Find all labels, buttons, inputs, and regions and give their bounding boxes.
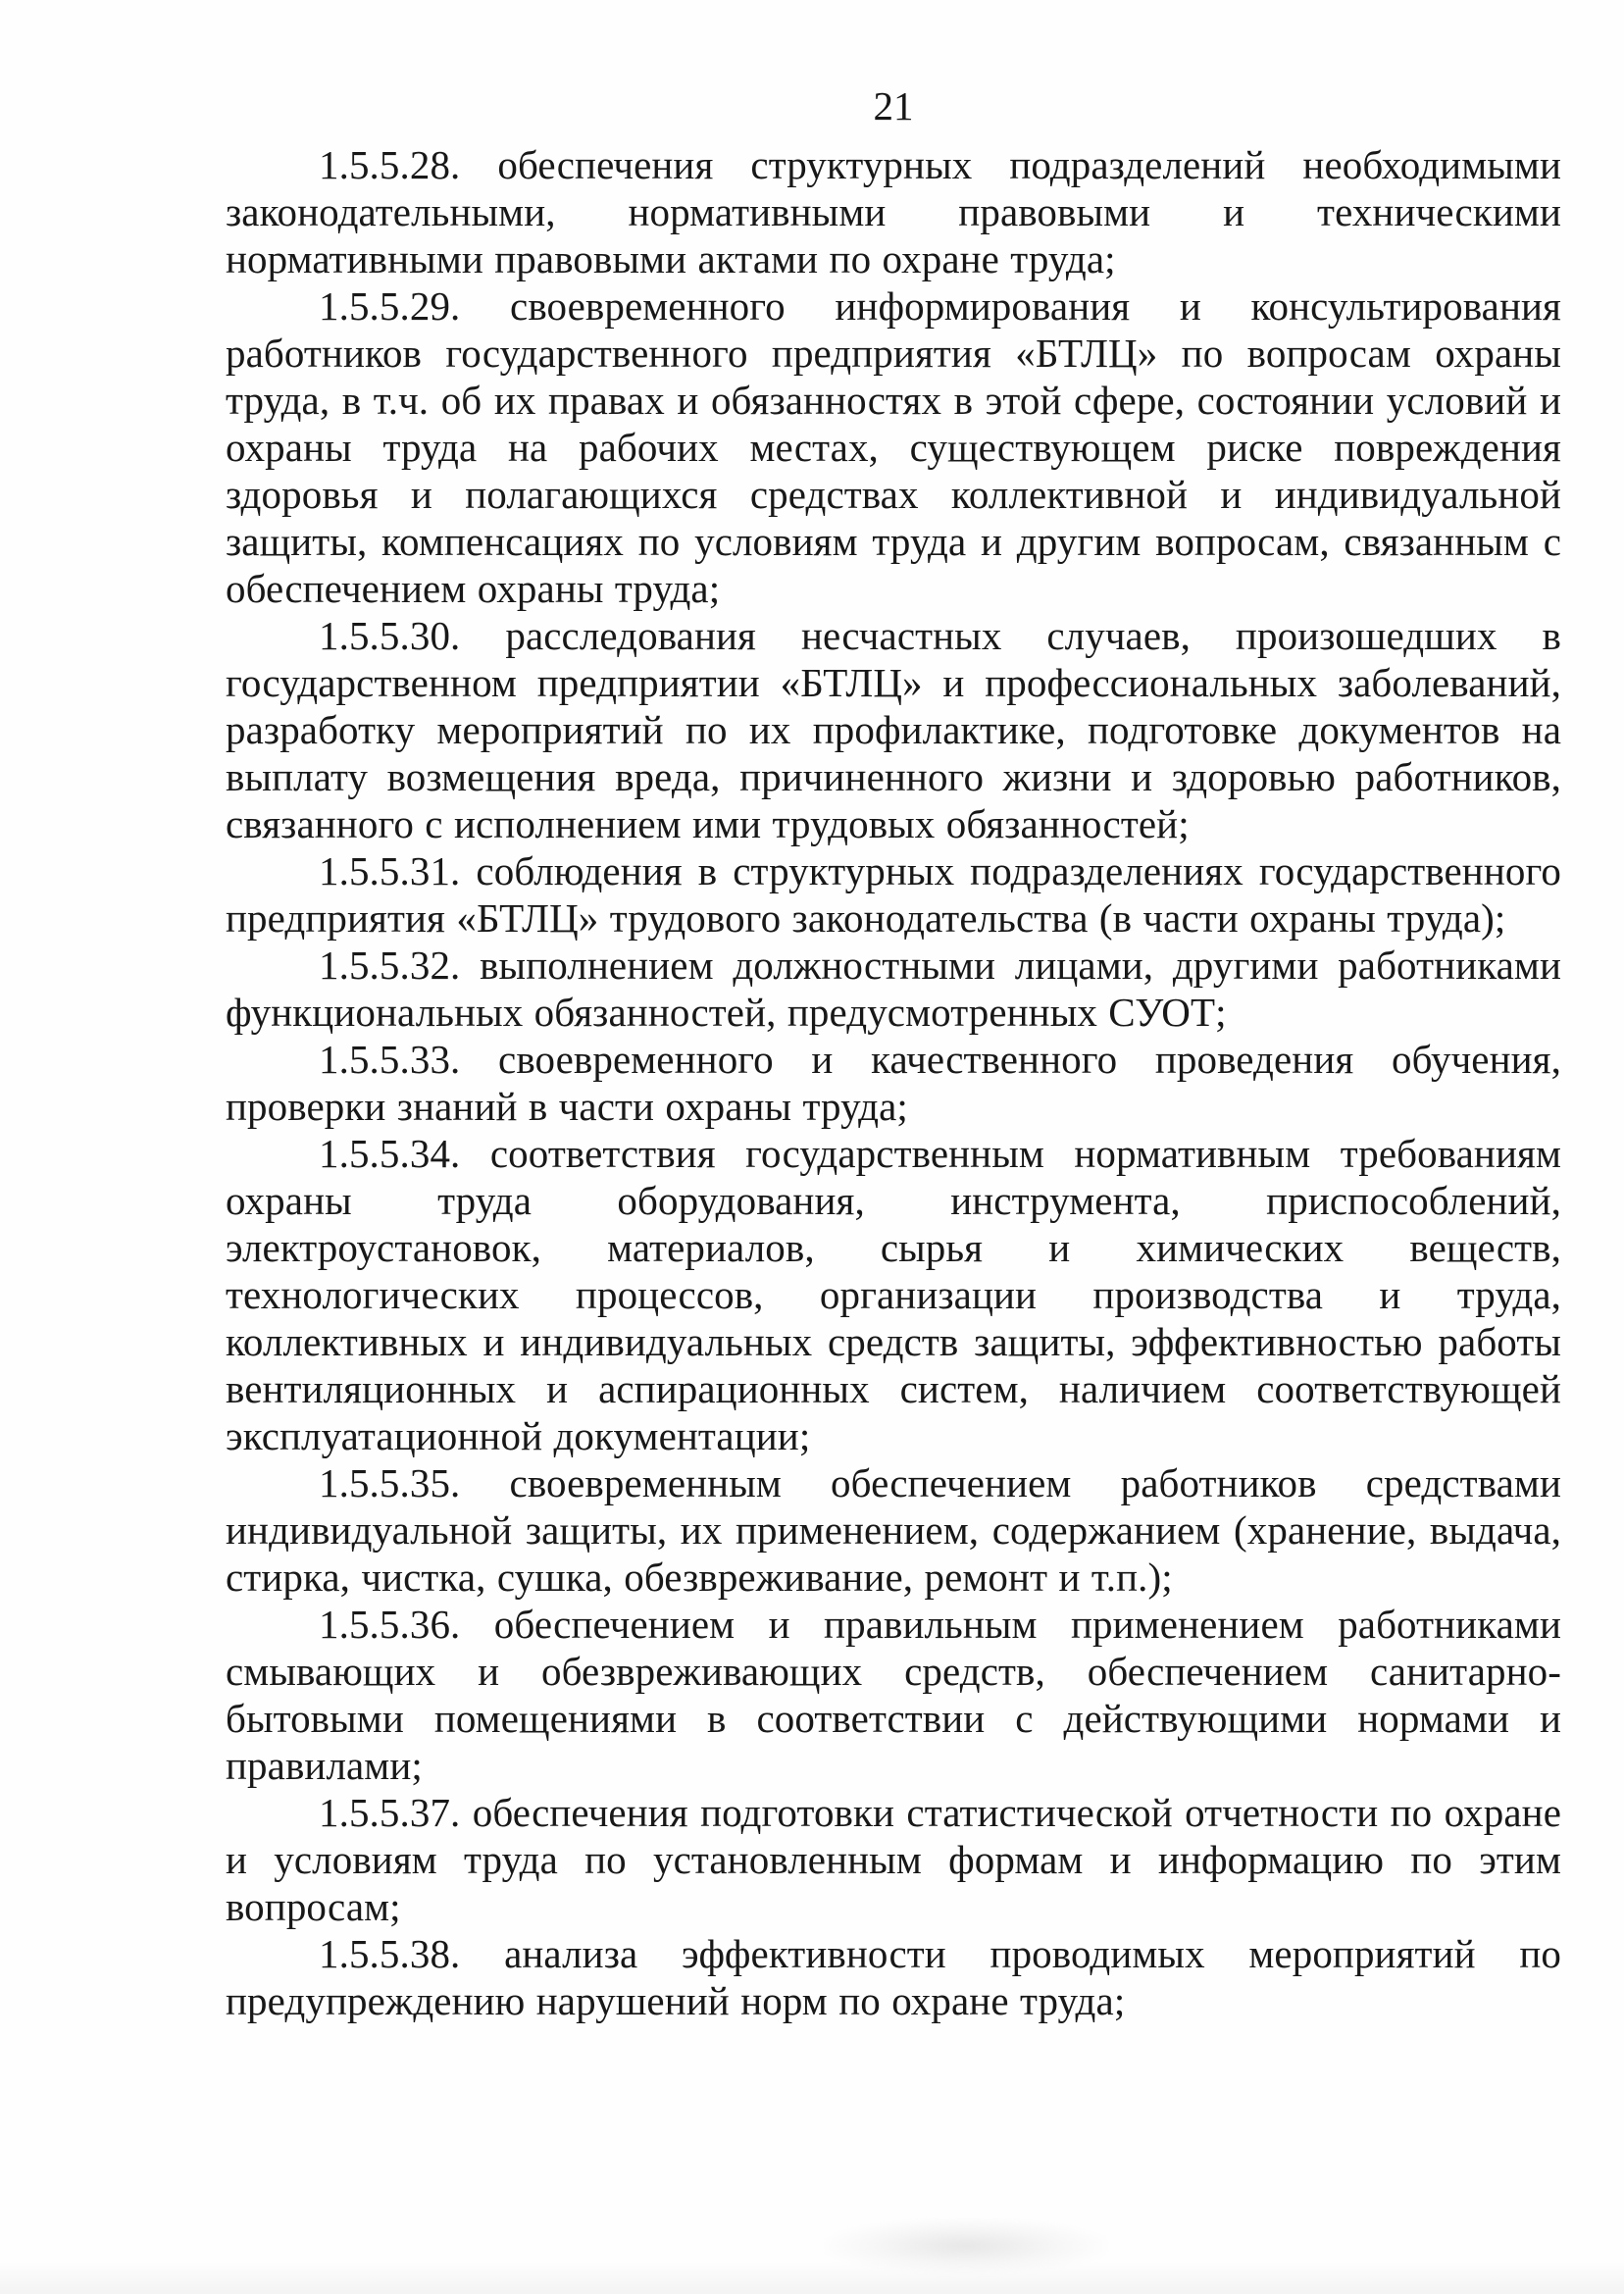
paragraph-1-5-5-30: 1.5.5.30. расследования несчастных случаев, произошедших в государственном предприятии «БТЛЦ» и профессиональных заболеваний, разработку мероприятий по их профилактике, подготовке документов на выплату возмещения вреда, причиненного жизни и здоровью работников, связанного с исполнением ими трудовых обязанностей; bbox=[226, 613, 1561, 846]
scan-bottom-shadow bbox=[0, 2261, 1624, 2294]
paragraph-1-5-5-32: 1.5.5.32. выполнением должностными лицами, другими работниками функциональных обязанностей, предусмотренных СУОТ; bbox=[226, 943, 1561, 1035]
document-body bbox=[226, 141, 1561, 2024]
paragraph-1-5-5-37: 1.5.5.37. обеспечения подготовки статистической отчетности по охране и условиям труда по установленным формам и информацию по этим вопросам; bbox=[226, 1790, 1561, 1929]
paragraph-1-5-5-31: 1.5.5.31. соблюдения в структурных подразделениях государственного предприятия «БТЛЦ» трудового законодательства (в части охраны труда); bbox=[226, 848, 1561, 941]
paragraph-1-5-5-34: 1.5.5.34. соответствия государственным нормативным требованиям охраны труда оборудования, инструмента, приспособлений, электроустановок, материалов, сырья и химических веществ, технологических процессов, организации производства и труда, коллективных и индивидуальных средств защиты, эффективностью работы вентиляционных и аспирационных систем, наличием соответствующей эксплуатационной документации; bbox=[226, 1131, 1561, 1458]
paragraph-1-5-5-29: 1.5.5.29. своевременного информирования и консультирования работников государственного предприятия «БТЛЦ» по вопросам охраны труда, в т.ч. об их правах и обязанностях в этой сфере, состоянии условий и охраны труда на рабочих местах, существующем риске повреждения здоровья и полагающихся средствах коллективной и индивидуальной защиты, компенсациях по условиям труда и другим вопросам, связанным с обеспечением охраны труда; bbox=[226, 283, 1561, 611]
page-number: 21 bbox=[873, 83, 914, 128]
paragraph-1-5-5-33: 1.5.5.33. своевременного и качественного проведения обучения, проверки знаний в части охраны труда; bbox=[226, 1037, 1561, 1129]
paragraph-1-5-5-38: 1.5.5.38. анализа эффективности проводимых мероприятий по предупреждению нарушений норм по охране труда; bbox=[226, 1931, 1561, 2023]
paragraph-1-5-5-35: 1.5.5.35. своевременным обеспечением работников средствами индивидуальной защиты, их применением, содержанием (хранение, выдача, стирка, чистка, сушка, обезвреживание, ремонт и т.п.); bbox=[226, 1460, 1561, 1600]
paragraph-1-5-5-28: 1.5.5.28. обеспечения структурных подразделений необходимыми законодательными, нормативными правовыми и техническими нормативными правовыми актами по охране труда; bbox=[226, 142, 1561, 281]
paragraph-1-5-5-36: 1.5.5.36. обеспечением и правильным применением работниками смывающих и обезвреживающих средств, обеспечением санитарно-бытовыми помещениями в соответствии с действующими нормами и правилами; bbox=[226, 1602, 1561, 1788]
